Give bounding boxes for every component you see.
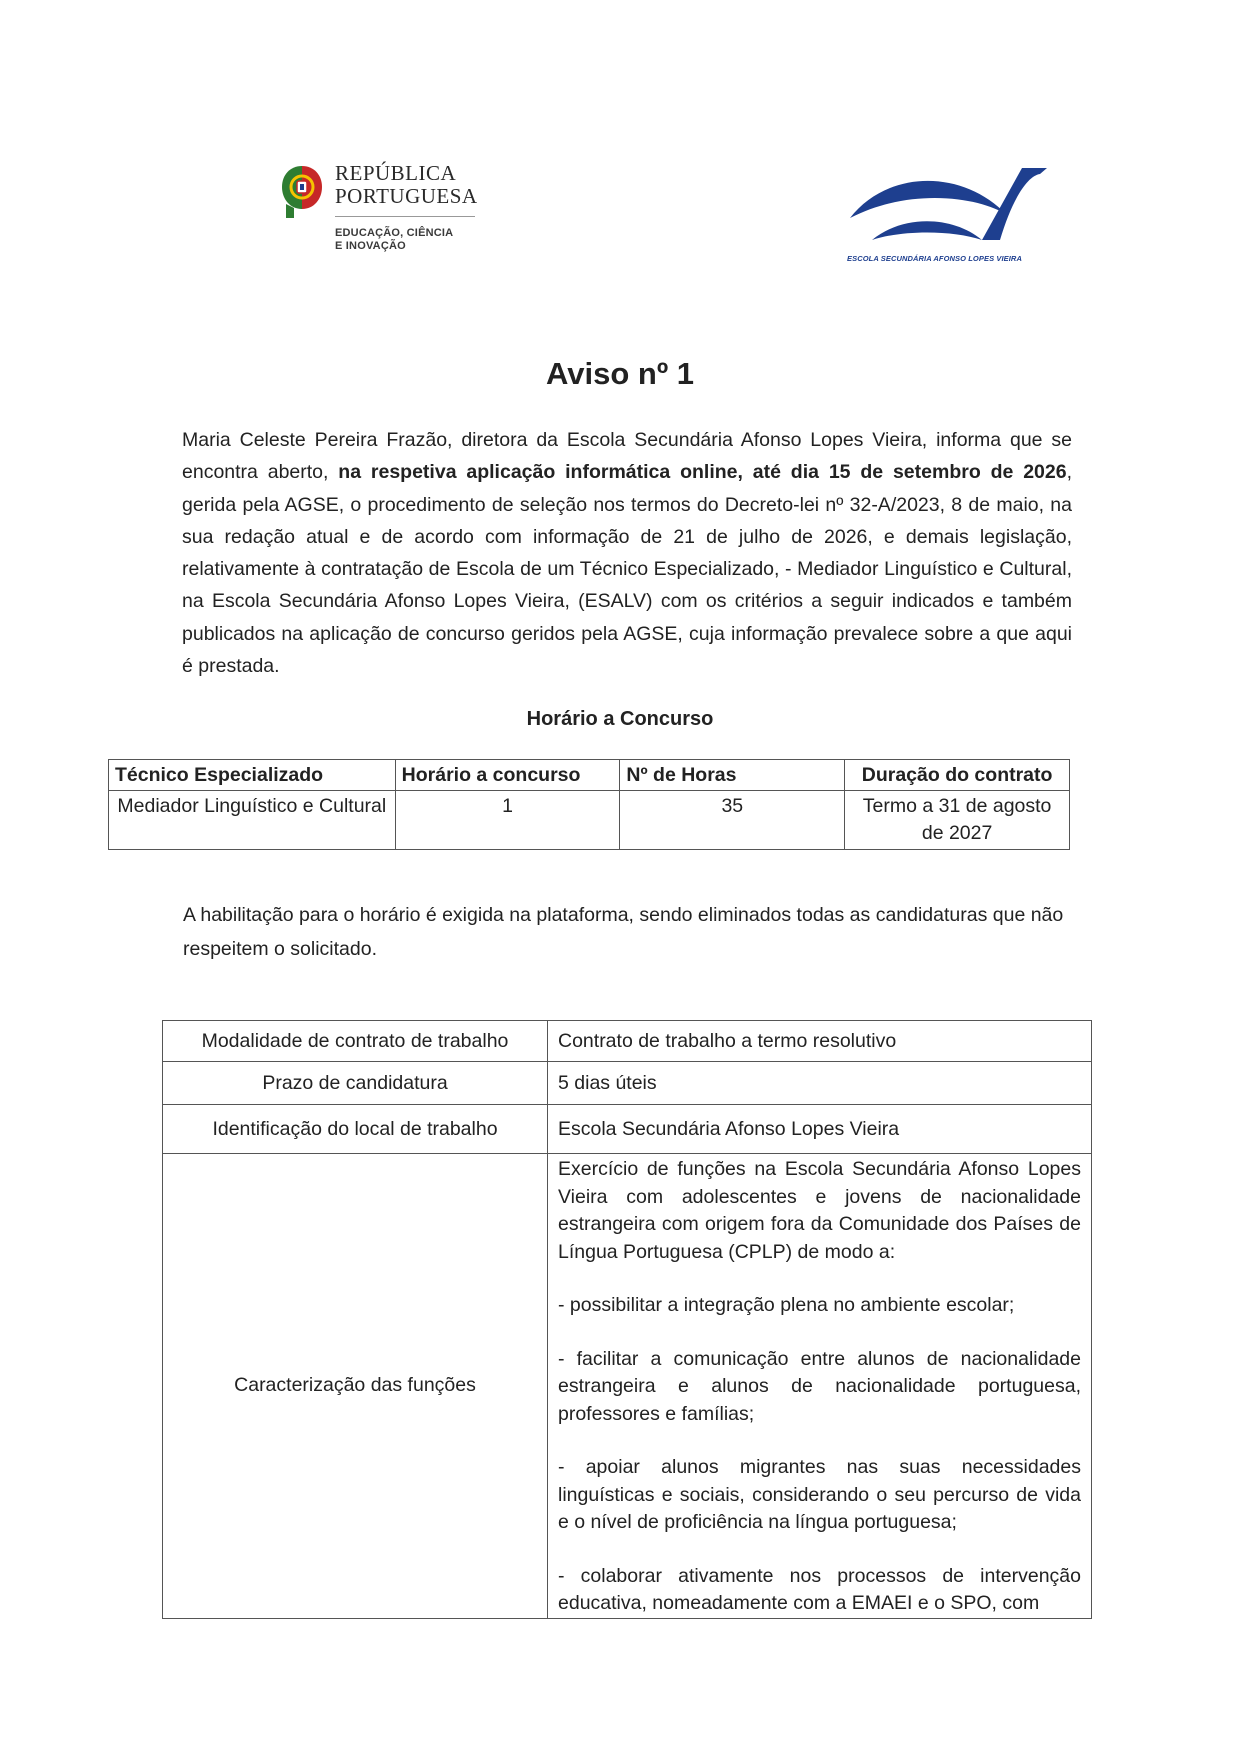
functions-paragraph: - colaborar ativamente nos processos de intervenção educativa, nomeadamente com a EMAEI e o SPO, com — [558, 1564, 1081, 1614]
intro-paragraph — [182, 424, 1072, 682]
schedule-header-cell: Nº de Horas — [620, 760, 845, 791]
functions-description — [548, 1154, 1092, 1619]
schedule-section-title: Horário a Concurso — [526, 708, 714, 730]
habilitation-paragraph: A habilitação para o horário é exigida na plataforma, sendo eliminados todas as candidaturas que não respeitem o solicitado. — [183, 904, 1064, 960]
schedule-table — [108, 759, 1070, 850]
ministry-name: EDUCAÇÃO, CIÊNCIA E INOVAÇÃO — [335, 227, 454, 252]
schedule-cell: 1 — [395, 791, 620, 850]
functions-paragraph: - facilitar a comunicação entre alunos de nacionalidade estrangeira e alunos de nacionalidade portuguesa, professores e famílias; — [558, 1347, 1081, 1425]
logo-divider — [335, 216, 475, 217]
school-logo — [842, 160, 1062, 270]
intro-text-end: , gerida pela AGSE, o procedimento de seleção nos termos do Decreto-lei nº 32-A/2023, 8 de maio, na sua redação atual e de acordo com informação de 21 de julho de 2026, e demais legislação, relativamente à contratação de Escola de um Técnico Especializado, - Mediador Linguístico e Cultural, na Escola Secundária Afonso Lopes Vieira, (ESALV) com os critérios a seguir indicados e também publicados na aplicação de concurso geridos pela AGSE, cuja informação prevalece sobre a que aqui é prestada. — [182, 461, 1072, 678]
details-label: Modalidade de contrato de trabalho — [163, 1021, 548, 1062]
details-row — [163, 1105, 1092, 1154]
page-title: Aviso nº 1 — [546, 356, 694, 391]
details-row — [163, 1154, 1092, 1619]
portuguese-flag-emblem-icon — [280, 164, 324, 220]
schedule-cell: Termo a 31 de agosto de 2027 — [845, 791, 1070, 850]
school-arcs-emblem-icon — [842, 160, 1062, 255]
schedule-row — [109, 791, 1070, 850]
details-value: Escola Secundária Afonso Lopes Vieira — [548, 1105, 1092, 1154]
details-row — [163, 1062, 1092, 1105]
details-value: 5 dias úteis — [548, 1062, 1092, 1105]
details-row — [163, 1021, 1092, 1062]
details-value: Contrato de trabalho a termo resolutivo — [548, 1021, 1092, 1062]
republica-portuguesa-logo — [280, 162, 500, 262]
details-label: Identificação do local de trabalho — [163, 1105, 548, 1154]
details-label: Caracterização das funções — [163, 1154, 548, 1619]
intro-text-start: Maria Celeste Pereira Frazão, diretora da Escola Secundária Afonso Lopes Vieira, informa que se encontra aberto, — [182, 429, 1072, 484]
schedule-header-cell: Duração do contrato — [845, 760, 1070, 791]
functions-paragraph: Exercício de funções na Escola Secundária Afonso Lopes Vieira com adolescentes e jovens de nacionalidade estrangeira com origem fora da Comunidade dos Países de Língua Portuguesa (CPLP) de modo a: — [558, 1158, 1081, 1263]
schedule-cell: Mediador Linguístico e Cultural — [109, 791, 396, 850]
details-label: Prazo de candidatura — [163, 1062, 548, 1105]
schedule-header-cell: Técnico Especializado — [109, 760, 396, 791]
functions-paragraph: - possibilitar a integração plena no ambiente escolar; — [558, 1294, 1015, 1316]
school-logo-caption: ESCOLA SECUNDÁRIA AFONSO LOPES VIEIRA — [847, 254, 1022, 263]
details-table — [162, 1020, 1092, 1619]
republica-portuguesa-name: REPÚBLICA PORTUGUESA — [335, 161, 478, 208]
schedule-cell: 35 — [620, 791, 845, 850]
schedule-header-row — [109, 760, 1070, 791]
intro-text-bold: na respetiva aplicação informática online, até dia 15 de setembro de 2026 — [338, 461, 1067, 484]
functions-paragraph: - apoiar alunos migrantes nas suas necessidades linguísticas e sociais, considerando o seu percurso de vida e o nível de proficiência na língua portuguesa; — [558, 1456, 1081, 1533]
schedule-header-cell: Horário a concurso — [395, 760, 620, 791]
